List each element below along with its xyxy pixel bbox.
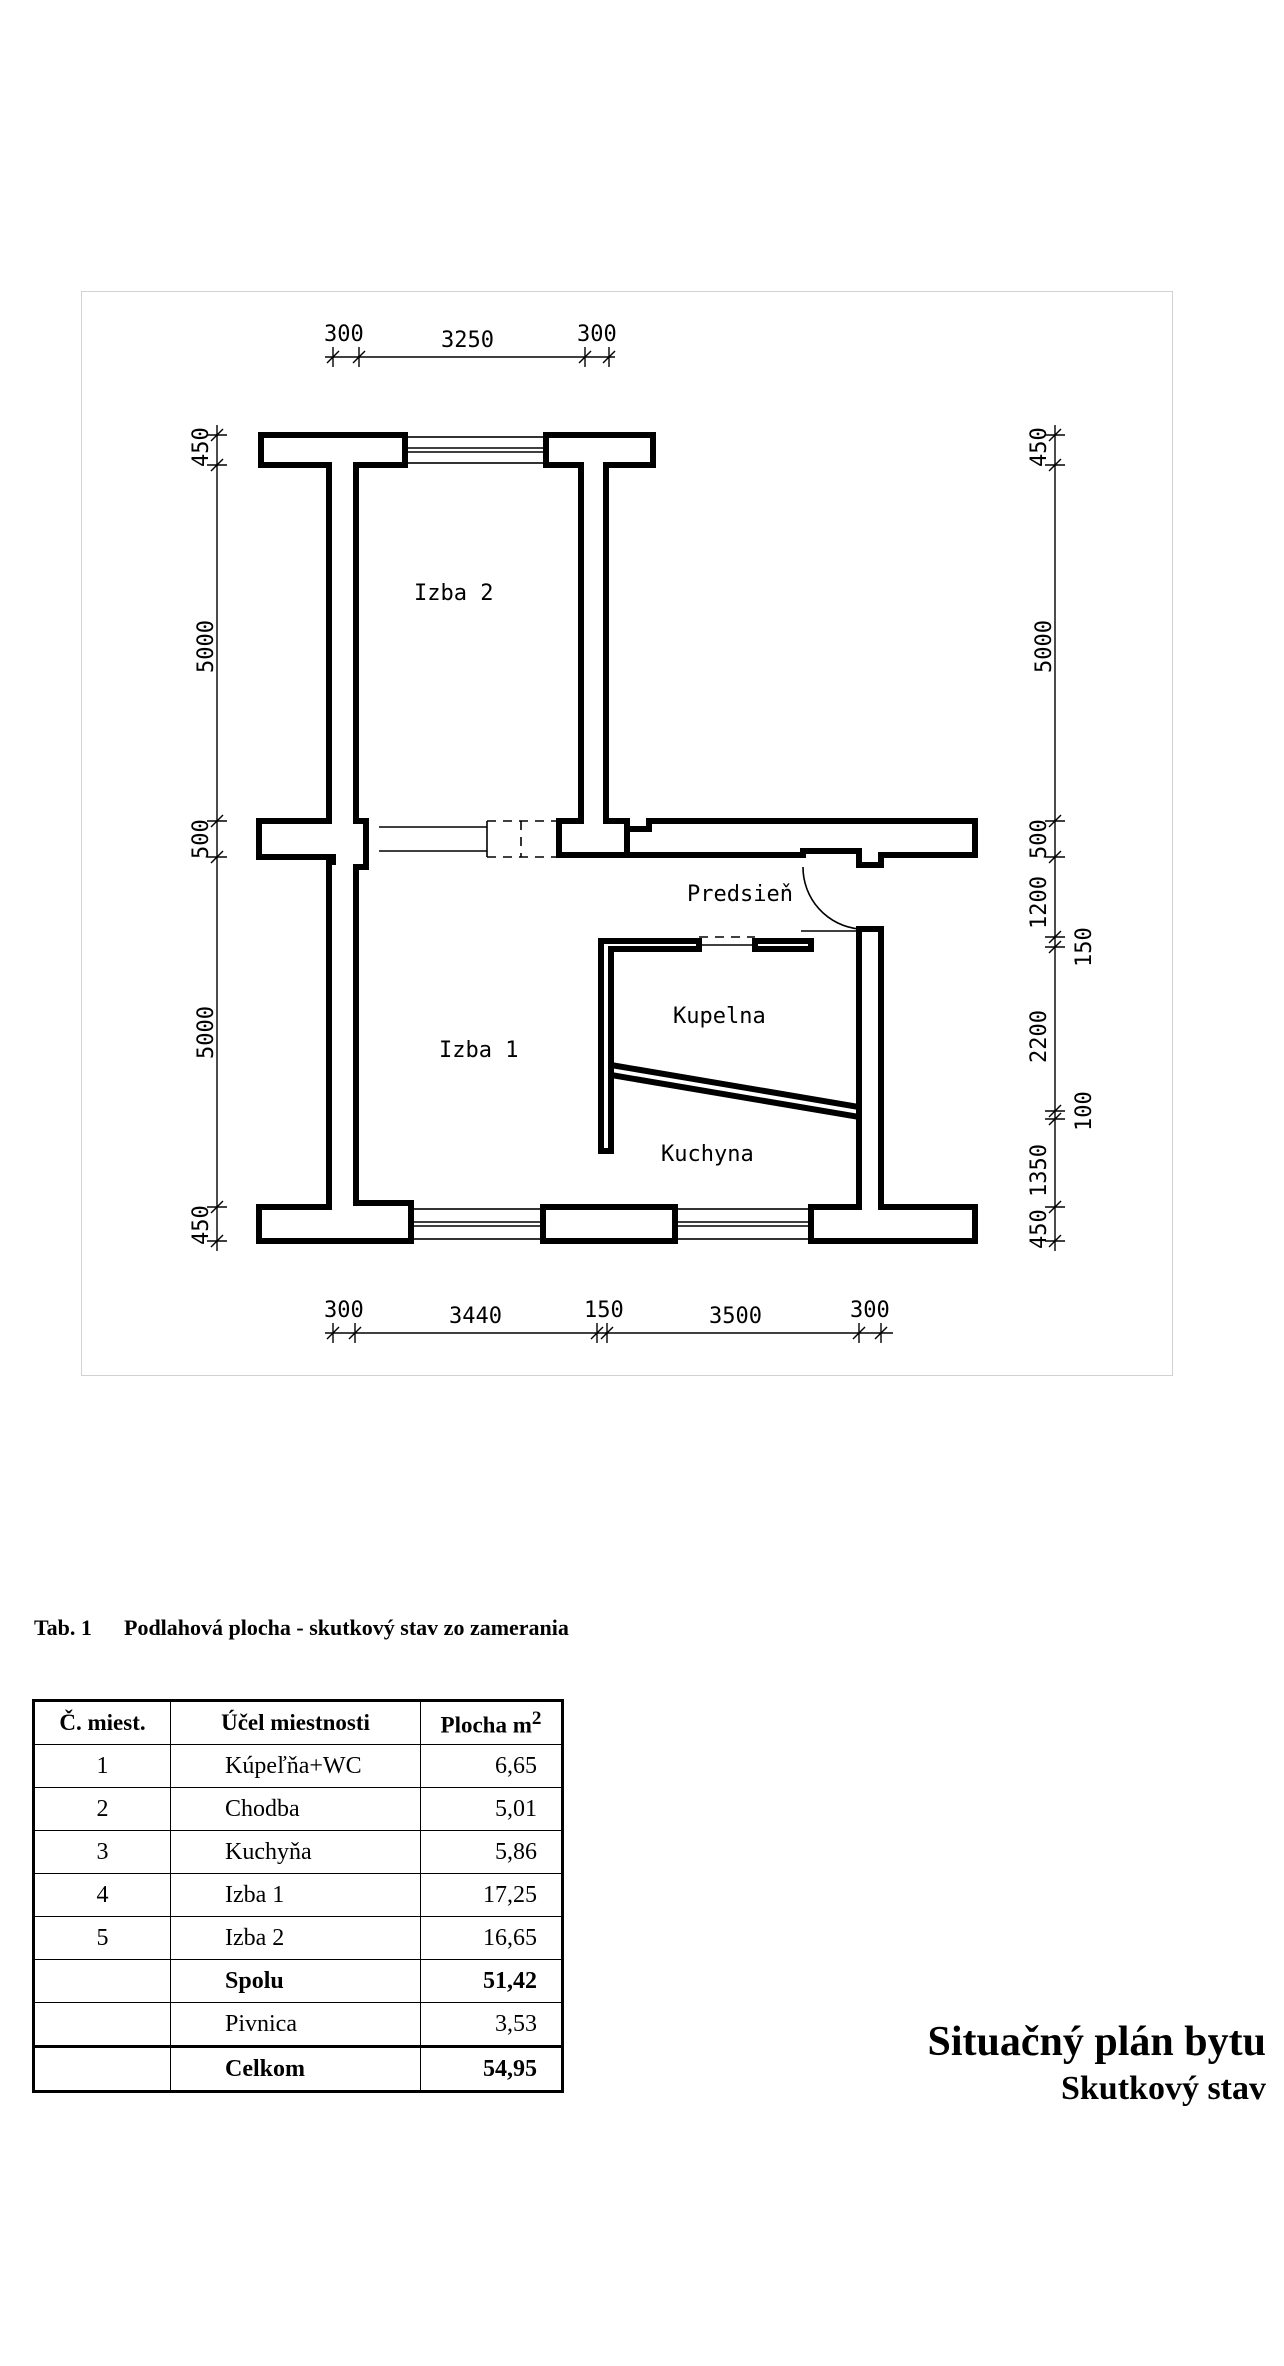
door-predsien-swing — [803, 867, 859, 929]
cellar-label: Pivnica — [171, 2003, 421, 2047]
row-room-name: Chodba — [171, 1788, 421, 1831]
dim-bottom-4: 3500 — [709, 1304, 762, 1329]
dim-right-5: 150 — [1072, 927, 1097, 967]
page-title: Situačný plán bytu — [927, 2019, 1266, 2065]
header-room-number: Č. miest. — [34, 1701, 171, 1745]
wall-izba2-top — [259, 435, 411, 1241]
room-label-izba2: Izba 2 — [414, 581, 494, 606]
table-row — [34, 1874, 563, 1917]
room-label-kuchyna: Kuchyna — [661, 1142, 754, 1167]
dim-right-3: 500 — [1027, 819, 1052, 859]
header-room-purpose: Účel miestnosti — [171, 1701, 421, 1745]
row-room-name: Kuchyňa — [171, 1831, 421, 1874]
dim-right-8: 1350 — [1027, 1144, 1052, 1197]
dim-left-1: 450 — [189, 427, 214, 467]
wall-kupelna-door-right — [755, 941, 811, 949]
table-row — [34, 1917, 563, 1960]
wall-izba2-top-right — [546, 435, 653, 855]
room-label-izba1: Izba 1 — [439, 1038, 519, 1063]
wall-middle-right — [627, 821, 975, 865]
dimensions-top — [324, 322, 617, 367]
dim-right-4: 1200 — [1027, 876, 1052, 929]
table-caption-number: Tab. 1 — [34, 1615, 92, 1640]
row-area: 5,01 — [421, 1788, 563, 1831]
floor-plan-frame — [81, 291, 1173, 1376]
title-block — [928, 2016, 1266, 2110]
row-area: 6,65 — [421, 1745, 563, 1788]
walls — [259, 435, 975, 1241]
header-area-label: Plocha m — [440, 1712, 532, 1738]
dim-left-3: 500 — [189, 819, 214, 859]
dim-right-2: 5000 — [1032, 620, 1057, 673]
dim-right-7: 100 — [1072, 1091, 1097, 1131]
table-row-cellar — [34, 2003, 563, 2047]
dimensions-right — [1027, 425, 1097, 1251]
dimensions-bottom — [324, 1298, 893, 1343]
table-row — [34, 1788, 563, 1831]
header-area-sup: 2 — [531, 1707, 542, 1729]
dim-bottom-3: 150 — [584, 1298, 624, 1323]
table-row-total — [34, 2047, 563, 2092]
cellar-number-cell — [34, 2003, 171, 2047]
wall-kuchyna-diagonal — [611, 1065, 859, 1117]
windows — [379, 437, 859, 1239]
row-number: 1 — [34, 1745, 171, 1788]
row-room-name: Izba 2 — [171, 1917, 421, 1960]
subtotal-number-cell — [34, 1960, 171, 2003]
cellar-area: 3,53 — [421, 2003, 563, 2047]
dim-right-9: 450 — [1027, 1209, 1052, 1249]
subtotal-area: 51,42 — [421, 1960, 563, 2003]
floor-area-table — [32, 1699, 564, 2093]
wall-right-exterior — [811, 929, 975, 1241]
table-header-row — [34, 1701, 563, 1745]
window-kuchyna — [675, 1209, 811, 1239]
dim-right-1: 450 — [1027, 427, 1052, 467]
row-area: 5,86 — [421, 1831, 563, 1874]
table-row-subtotal — [34, 1960, 563, 2003]
dim-left-4: 5000 — [194, 1006, 219, 1059]
total-number-cell — [34, 2047, 171, 2092]
row-number: 2 — [34, 1788, 171, 1831]
wall-kupelna-left — [601, 941, 699, 1151]
dim-left-2: 5000 — [194, 620, 219, 673]
total-label: Celkom — [171, 2047, 421, 2092]
row-number: 3 — [34, 1831, 171, 1874]
table-row — [34, 1831, 563, 1874]
room-label-predsien: Predsieň — [687, 882, 793, 907]
row-number: 5 — [34, 1917, 171, 1960]
dim-bottom-1: 300 — [324, 1298, 364, 1323]
subtotal-label: Spolu — [171, 1960, 421, 2003]
table-caption-text: Podlahová plocha - skutkový stav zo zamerania — [124, 1615, 569, 1640]
row-number: 4 — [34, 1874, 171, 1917]
floor-plan-drawing — [82, 292, 1174, 1377]
page-subtitle: Skutkový stav — [1060, 2070, 1266, 2107]
dimensions-left — [189, 425, 227, 1251]
dim-bottom-5: 300 — [850, 1298, 890, 1323]
dim-top-3: 300 — [577, 322, 617, 347]
room-label-kupelna: Kupelna — [673, 1004, 766, 1029]
window-izba1 — [411, 1209, 543, 1239]
dim-left-5: 450 — [189, 1205, 214, 1245]
row-area: 16,65 — [421, 1917, 563, 1960]
header-area — [421, 1701, 563, 1745]
dim-top-1: 300 — [324, 322, 364, 347]
row-room-name: Kúpeľňa+WC — [171, 1745, 421, 1788]
wall-bottom-pier — [543, 1207, 675, 1241]
dim-bottom-2: 3440 — [449, 1304, 502, 1329]
table-row — [34, 1745, 563, 1788]
row-room-name: Izba 1 — [171, 1874, 421, 1917]
dim-right-6: 2200 — [1027, 1010, 1052, 1063]
row-area: 17,25 — [421, 1874, 563, 1917]
window-izba2 — [405, 437, 546, 463]
dim-top-2: 3250 — [441, 328, 494, 353]
total-area: 54,95 — [421, 2047, 563, 2092]
